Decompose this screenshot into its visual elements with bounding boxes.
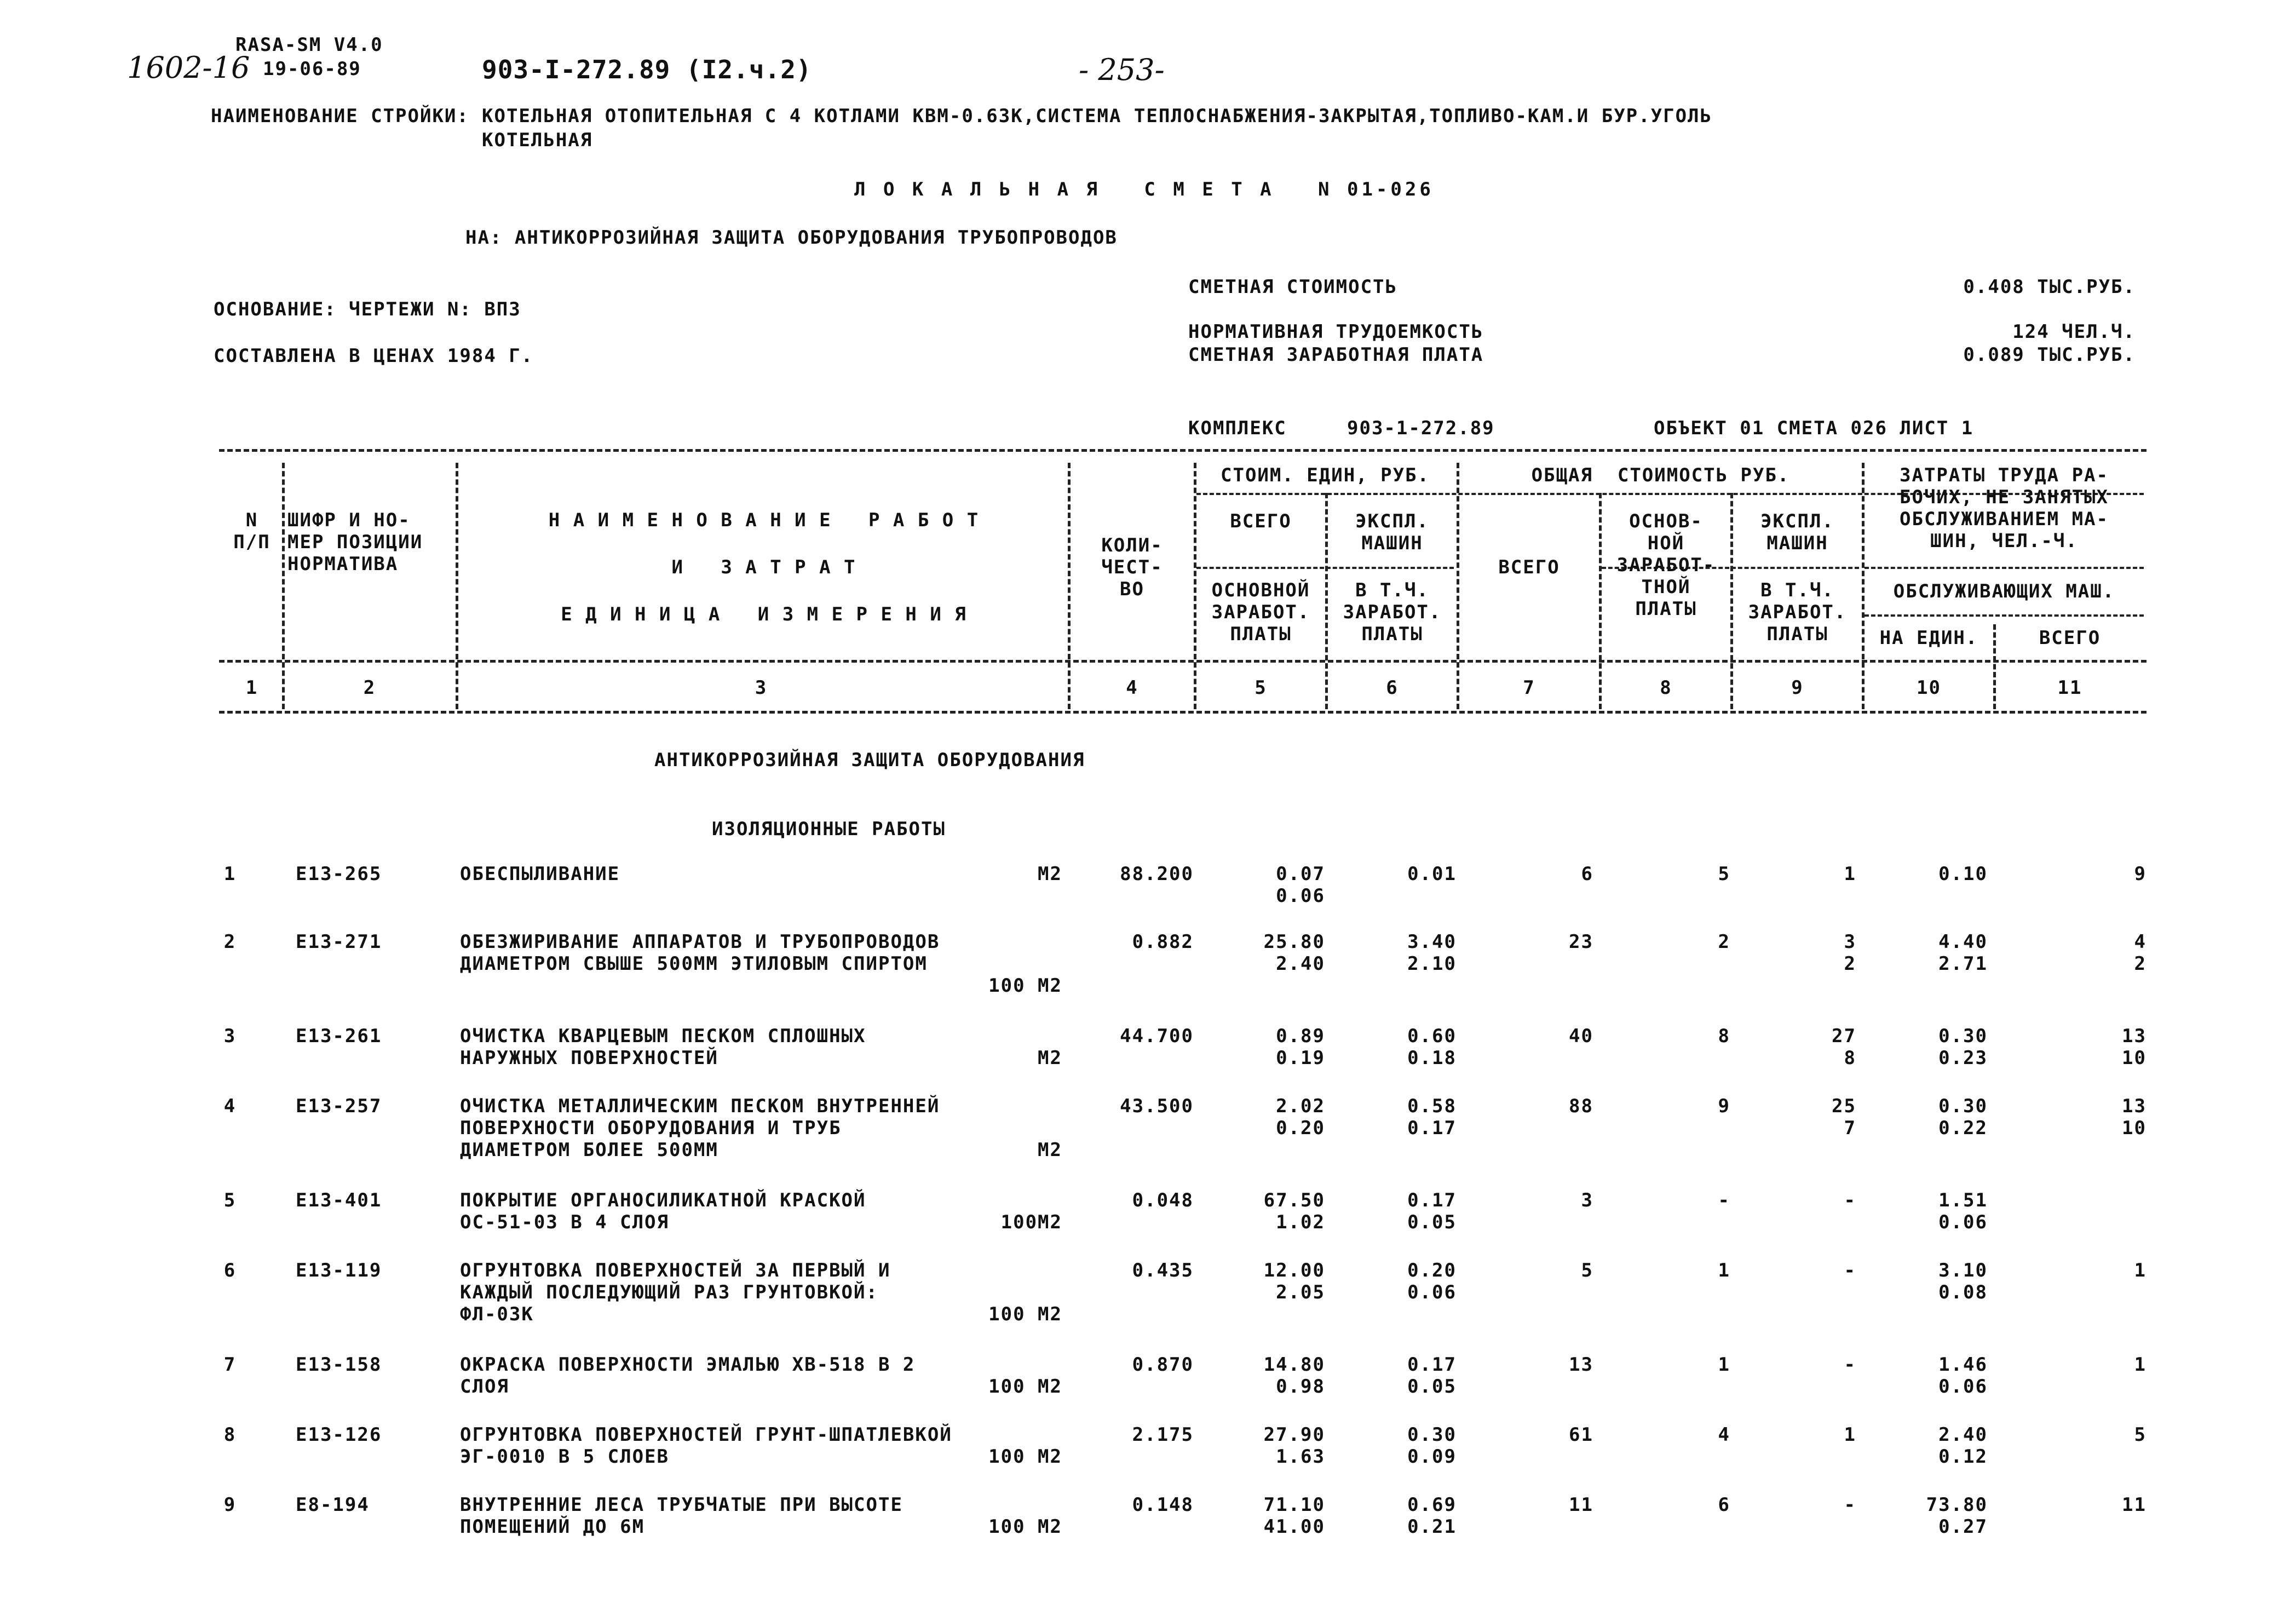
col-number-8: 8 bbox=[1660, 677, 1672, 699]
header-col-sep bbox=[282, 463, 285, 709]
row-unit-total: 67.50 1.02 bbox=[1263, 1189, 1325, 1233]
row-number: 1 bbox=[223, 863, 237, 885]
col-number-3: 3 bbox=[755, 677, 768, 699]
row-quantity: 0.882 bbox=[1132, 931, 1194, 953]
col-number-5: 5 bbox=[1255, 677, 1267, 699]
col-number-1: 1 bbox=[245, 677, 258, 699]
row-labor-total: 13 10 bbox=[2122, 1095, 2147, 1139]
row-unit: 100 М2 bbox=[988, 975, 1062, 997]
header-col6-top: ЭКСПЛ. МАШИН bbox=[1355, 510, 1429, 554]
header-col5-bottom: ОСНОВНОЙ ЗАРАБОТ. ПЛАТЫ bbox=[1211, 579, 1310, 645]
building-line-2: КОТЕЛЬНАЯ bbox=[482, 129, 593, 151]
row-unit: М2 bbox=[1038, 1139, 1062, 1161]
row-unit-machines: 0.20 0.06 bbox=[1407, 1260, 1457, 1303]
header-sub-rule bbox=[1196, 567, 1454, 569]
row-total-cost: 88 bbox=[1569, 1095, 1593, 1117]
header-col9-top: ЭКСПЛ. МАШИН bbox=[1760, 510, 1834, 554]
row-labor-unit: 3.10 0.08 bbox=[1938, 1260, 1988, 1303]
subsection-title: ИЗОЛЯЦИОННЫЕ РАБОТЫ bbox=[712, 818, 946, 840]
basis-drawing: ОСНОВАНИЕ: ЧЕРТЕЖИ N: ВП3 bbox=[214, 298, 521, 320]
row-labor-total: 1 bbox=[2134, 1354, 2147, 1376]
row-total-cost: 5 bbox=[1581, 1260, 1593, 1281]
row-unit: 100 М2 bbox=[988, 1446, 1062, 1468]
row-labor-unit: 1.51 0.06 bbox=[1938, 1189, 1988, 1233]
row-unit-machines: 3.40 2.10 bbox=[1407, 931, 1457, 975]
row-labor-total: 1 bbox=[2134, 1260, 2147, 1281]
header-labor-group: ЗАТРАТЫ ТРУДА РА- БОЧИХ, НЕ ЗАНЯТЫХ ОБСЛУЖИВАНИЕМ МА- ШИН, ЧЕЛ.-Ч. bbox=[1900, 464, 2109, 552]
row-unit-machines: 0.60 0.18 bbox=[1407, 1025, 1457, 1069]
row-labor-unit: 0.30 0.22 bbox=[1938, 1095, 1988, 1139]
header-bottom-rule bbox=[219, 660, 2147, 663]
row-work-name: ПОКРЫТИЕ ОРГАНОСИЛИКАТНОЙ КРАСКОЙ ОС-51-03 В 4 СЛОЯ bbox=[460, 1189, 866, 1233]
row-work-name: ОКРАСКА ПОВЕРХНОСТИ ЭМАЛЬЮ ХВ-518 В 2 СЛОЯ bbox=[460, 1354, 916, 1398]
header-col-sep bbox=[1068, 463, 1071, 709]
header-col-qty: КОЛИ- ЧЕСТ- ВО bbox=[1101, 534, 1163, 600]
row-number: 8 bbox=[223, 1424, 237, 1446]
row-code: Е13-265 bbox=[296, 863, 382, 885]
row-unit-total: 0.89 0.19 bbox=[1276, 1025, 1325, 1069]
header-col-name-a: Н А И М Е Н О В А Н И Е Р А Б О Т bbox=[548, 509, 980, 531]
row-total-cost: 6 bbox=[1581, 863, 1593, 885]
col-number-10: 10 bbox=[1917, 677, 1941, 699]
program-version: RASA-SM V4.0 bbox=[235, 34, 383, 56]
row-total-machines: - bbox=[1844, 1260, 1856, 1281]
row-total-cost: 61 bbox=[1569, 1424, 1593, 1446]
row-work-name: ОБЕСПЫЛИВАНИЕ bbox=[460, 863, 620, 885]
row-code: Е8-194 bbox=[296, 1494, 370, 1516]
handwritten-code: 1602-16 bbox=[127, 50, 250, 85]
header-labor-sub: ОБСЛУЖИВАЮЩИХ МАШ. bbox=[1893, 580, 2115, 602]
row-labor-unit: 4.40 2.71 bbox=[1938, 931, 1988, 975]
row-code: Е13-401 bbox=[296, 1189, 382, 1211]
header-sub-rule bbox=[1865, 567, 2144, 569]
row-number: 4 bbox=[223, 1095, 237, 1117]
row-total-wage: 2 bbox=[1718, 931, 1730, 953]
row-unit-machines: 0.17 0.05 bbox=[1407, 1354, 1457, 1398]
summary-cost-label: СМЕТНАЯ СТОИМОСТЬ bbox=[1188, 276, 1397, 298]
row-labor-unit: 1.46 0.06 bbox=[1938, 1354, 1988, 1398]
row-code: Е13-158 bbox=[296, 1354, 382, 1376]
col-number-4: 4 bbox=[1126, 677, 1138, 699]
row-total-machines: 27 8 bbox=[1832, 1025, 1856, 1069]
row-total-wage: 9 bbox=[1718, 1095, 1730, 1117]
row-unit-total: 12.00 2.05 bbox=[1263, 1260, 1325, 1303]
header-col11: ВСЕГО bbox=[2039, 627, 2101, 649]
col-number-6: 6 bbox=[1386, 677, 1399, 699]
row-unit-machines: 0.69 0.21 bbox=[1407, 1494, 1457, 1538]
row-total-cost: 23 bbox=[1569, 931, 1593, 953]
numbers-bottom-rule bbox=[219, 711, 2147, 714]
row-total-wage: 4 bbox=[1718, 1424, 1730, 1446]
row-labor-total: 5 bbox=[2134, 1424, 2147, 1446]
row-unit-total: 27.90 1.63 bbox=[1263, 1424, 1325, 1468]
col-number-11: 11 bbox=[2057, 677, 2082, 699]
row-work-name: ОГРУНТОВКА ПОВЕРХНОСТЕЙ ЗА ПЕРВЫЙ И КАЖДЫЙ ПОСЛЕДУЮЩИЙ РАЗ ГРУНТОВКОЙ: ФЛ-03К bbox=[460, 1260, 891, 1325]
row-total-machines: 1 bbox=[1844, 1424, 1856, 1446]
building-line-1: КОТЕЛЬНАЯ ОТОПИТЕЛЬНАЯ С 4 КОТЛАМИ КВМ-0.63К,СИСТЕМА ТЕПЛОСНАБЖЕНИЯ-ЗАКРЫТАЯ,ТОПЛИВО-КАМ.И БУР.УГОЛЬ bbox=[482, 105, 1712, 127]
object-sheet-info: ОБЪЕКТ 01 СМЕТА 026 ЛИСТ 1 bbox=[1654, 417, 1974, 439]
row-quantity: 0.148 bbox=[1132, 1494, 1194, 1516]
complex-label: КОМПЛЕКС bbox=[1188, 417, 1287, 439]
row-number: 9 bbox=[223, 1494, 237, 1516]
document-title: Л О К А Л Ь Н А Я С М Е Т А N 01-026 bbox=[854, 179, 1434, 200]
row-unit-machines: 0.17 0.05 bbox=[1407, 1189, 1457, 1233]
summary-cost-value: 0.408 ТЫС.РУБ. bbox=[1963, 276, 2136, 298]
row-quantity: 88.200 bbox=[1120, 863, 1194, 885]
header-col-code: ШИФР И НО- МЕР ПОЗИЦИИ НОРМАТИВА bbox=[287, 509, 423, 575]
col-number-7: 7 bbox=[1523, 677, 1535, 699]
row-unit: М2 bbox=[1038, 863, 1062, 885]
header-top-rule bbox=[219, 449, 2147, 452]
header-col-number: N П/П bbox=[233, 509, 271, 553]
header-col7: ВСЕГО bbox=[1498, 556, 1560, 578]
row-number: 2 bbox=[223, 931, 237, 953]
row-quantity: 43.500 bbox=[1120, 1095, 1194, 1117]
row-labor-total: 9 bbox=[2134, 863, 2147, 885]
row-work-name: ОГРУНТОВКА ПОВЕРХНОСТЕЙ ГРУНТ-ШПАТЛЕВКОЙ ЭГ-0010 В 5 СЛОЕВ bbox=[460, 1424, 952, 1468]
row-unit: 100М2 bbox=[1000, 1211, 1062, 1233]
summary-wage-value: 0.089 ТЫС.РУБ. bbox=[1963, 344, 2136, 366]
summary-wage-label: СМЕТНАЯ ЗАРАБОТНАЯ ПЛАТА bbox=[1188, 344, 1484, 366]
summary-labor-label: НОРМАТИВНАЯ ТРУДОЕМКОСТЬ bbox=[1188, 321, 1484, 343]
row-quantity: 0.870 bbox=[1132, 1354, 1194, 1376]
row-total-machines: - bbox=[1844, 1494, 1856, 1516]
print-date: 19-06-89 bbox=[263, 58, 361, 80]
row-code: Е13-119 bbox=[296, 1260, 382, 1281]
row-unit: 100 М2 bbox=[988, 1516, 1062, 1538]
summary-labor-value: 124 ЧЕЛ.Ч. bbox=[2012, 321, 2136, 343]
row-unit: 100 М2 bbox=[988, 1376, 1062, 1398]
row-total-machines: - bbox=[1844, 1354, 1856, 1376]
complex-value: 903-1-272.89 bbox=[1347, 417, 1495, 439]
row-code: Е13-261 bbox=[296, 1025, 382, 1047]
row-number: 5 bbox=[223, 1189, 237, 1211]
row-unit-total: 25.80 2.40 bbox=[1263, 931, 1325, 975]
row-total-cost: 13 bbox=[1569, 1354, 1593, 1376]
building-label: НАИМЕНОВАНИЕ СТРОЙКИ: bbox=[211, 105, 469, 127]
row-number: 3 bbox=[223, 1025, 237, 1047]
project-code: 903-I-272.89 (I2.ч.2) bbox=[482, 55, 812, 84]
header-col-sep bbox=[1457, 463, 1459, 709]
row-quantity: 2.175 bbox=[1132, 1424, 1194, 1446]
row-unit-total: 71.10 41.00 bbox=[1263, 1494, 1325, 1538]
row-labor-total: 4 2 bbox=[2134, 931, 2147, 975]
row-labor-unit: 2.40 0.12 bbox=[1938, 1424, 1988, 1468]
header-sub-rule bbox=[1865, 614, 2144, 617]
header-col-sep bbox=[456, 463, 458, 709]
col-number-2: 2 bbox=[363, 677, 376, 699]
header-col6-bottom: В Т.Ч. ЗАРАБОТ. ПЛАТЫ bbox=[1343, 579, 1442, 645]
row-total-cost: 11 bbox=[1569, 1494, 1593, 1516]
row-total-cost: 3 bbox=[1581, 1189, 1593, 1211]
row-code: Е13-271 bbox=[296, 931, 382, 953]
row-number: 7 bbox=[223, 1354, 237, 1376]
row-unit-total: 14.80 0.98 bbox=[1263, 1354, 1325, 1398]
row-work-name: ОЧИСТКА МЕТАЛЛИЧЕСКИМ ПЕСКОМ ВНУТРЕННЕЙ ПОВЕРХНОСТИ ОБОРУДОВАНИЯ И ТРУБ ДИАМЕТРОМ БОЛЕЕ 500ММ bbox=[460, 1095, 940, 1161]
row-total-wage: 8 bbox=[1718, 1025, 1730, 1047]
header-unit-cost-group: СТОИМ. ЕДИН, РУБ. bbox=[1221, 464, 1430, 486]
row-work-name: ВНУТРЕННИЕ ЛЕСА ТРУБЧАТЫЕ ПРИ ВЫСОТЕ ПОМЕЩЕНИЙ ДО 6М bbox=[460, 1494, 903, 1538]
row-total-machines: 1 bbox=[1844, 863, 1856, 885]
page-number: - 253- bbox=[1079, 53, 1165, 87]
row-code: Е13-126 bbox=[296, 1424, 382, 1446]
row-unit: 100 М2 bbox=[988, 1303, 1062, 1325]
header-total-group: ОБЩАЯ СТОИМОСТЬ РУБ. bbox=[1531, 464, 1790, 486]
section-title: АНТИКОРРОЗИЙНАЯ ЗАЩИТА ОБОРУДОВАНИЯ bbox=[654, 749, 1085, 771]
row-total-wage: 6 bbox=[1718, 1494, 1730, 1516]
row-unit-total: 0.07 0.06 bbox=[1276, 863, 1325, 907]
row-quantity: 0.435 bbox=[1132, 1260, 1194, 1281]
row-quantity: 0.048 bbox=[1132, 1189, 1194, 1211]
header-col-name-c: Е Д И Н И Ц А И З М Е Р Е Н И Я bbox=[561, 603, 967, 625]
row-labor-unit: 0.10 bbox=[1938, 863, 1988, 885]
header-col-name-b: И З А Т Р А Т bbox=[671, 556, 856, 578]
row-unit: М2 bbox=[1038, 1047, 1062, 1069]
row-labor-unit: 0.30 0.23 bbox=[1938, 1025, 1988, 1069]
row-quantity: 44.700 bbox=[1120, 1025, 1194, 1047]
row-total-machines: 3 2 bbox=[1844, 931, 1856, 975]
row-total-wage: - bbox=[1718, 1189, 1730, 1211]
row-labor-total: 13 10 bbox=[2122, 1025, 2147, 1069]
row-code: Е13-257 bbox=[296, 1095, 382, 1117]
row-labor-total: 11 bbox=[2122, 1494, 2147, 1516]
row-unit-total: 2.02 0.20 bbox=[1276, 1095, 1325, 1139]
row-labor-unit: 73.80 0.27 bbox=[1926, 1494, 1988, 1538]
col-number-9: 9 bbox=[1791, 677, 1804, 699]
header-col8: ОСНОВ- НОЙ ЗАРАБОТ- ТНОЙ ПЛАТЫ bbox=[1616, 510, 1716, 620]
row-total-wage: 5 bbox=[1718, 863, 1730, 885]
row-total-cost: 40 bbox=[1569, 1025, 1593, 1047]
basis-prices: СОСТАВЛЕНА В ЦЕНАХ 1984 Г. bbox=[214, 345, 534, 367]
row-total-wage: 1 bbox=[1718, 1260, 1730, 1281]
row-total-machines: - bbox=[1844, 1189, 1856, 1211]
row-unit-machines: 0.30 0.09 bbox=[1407, 1424, 1457, 1468]
header-col5-top: ВСЕГО bbox=[1230, 510, 1292, 532]
row-total-wage: 1 bbox=[1718, 1354, 1730, 1376]
row-unit-machines: 0.01 bbox=[1407, 863, 1457, 885]
header-col9-bottom: В Т.Ч. ЗАРАБОТ. ПЛАТЫ bbox=[1748, 579, 1847, 645]
row-total-machines: 25 7 bbox=[1832, 1095, 1856, 1139]
row-number: 6 bbox=[223, 1260, 237, 1281]
header-col10: НА ЕДИН. bbox=[1879, 627, 1978, 649]
row-work-name: ОБЕЗЖИРИВАНИЕ АППАРАТОВ И ТРУБОПРОВОДОВ ДИАМЕТРОМ СВЫШЕ 500ММ ЭТИЛОВЫМ СПИРТОМ bbox=[460, 931, 940, 975]
document-subtitle: НА: АНТИКОРРОЗИЙНАЯ ЗАЩИТА ОБОРУДОВАНИЯ ТРУБОПРОВОДОВ bbox=[465, 227, 1118, 249]
row-work-name: ОЧИСТКА КВАРЦЕВЫМ ПЕСКОМ СПЛОШНЫХ НАРУЖНЫХ ПОВЕРХНОСТЕЙ bbox=[460, 1025, 866, 1069]
row-unit-machines: 0.58 0.17 bbox=[1407, 1095, 1457, 1139]
